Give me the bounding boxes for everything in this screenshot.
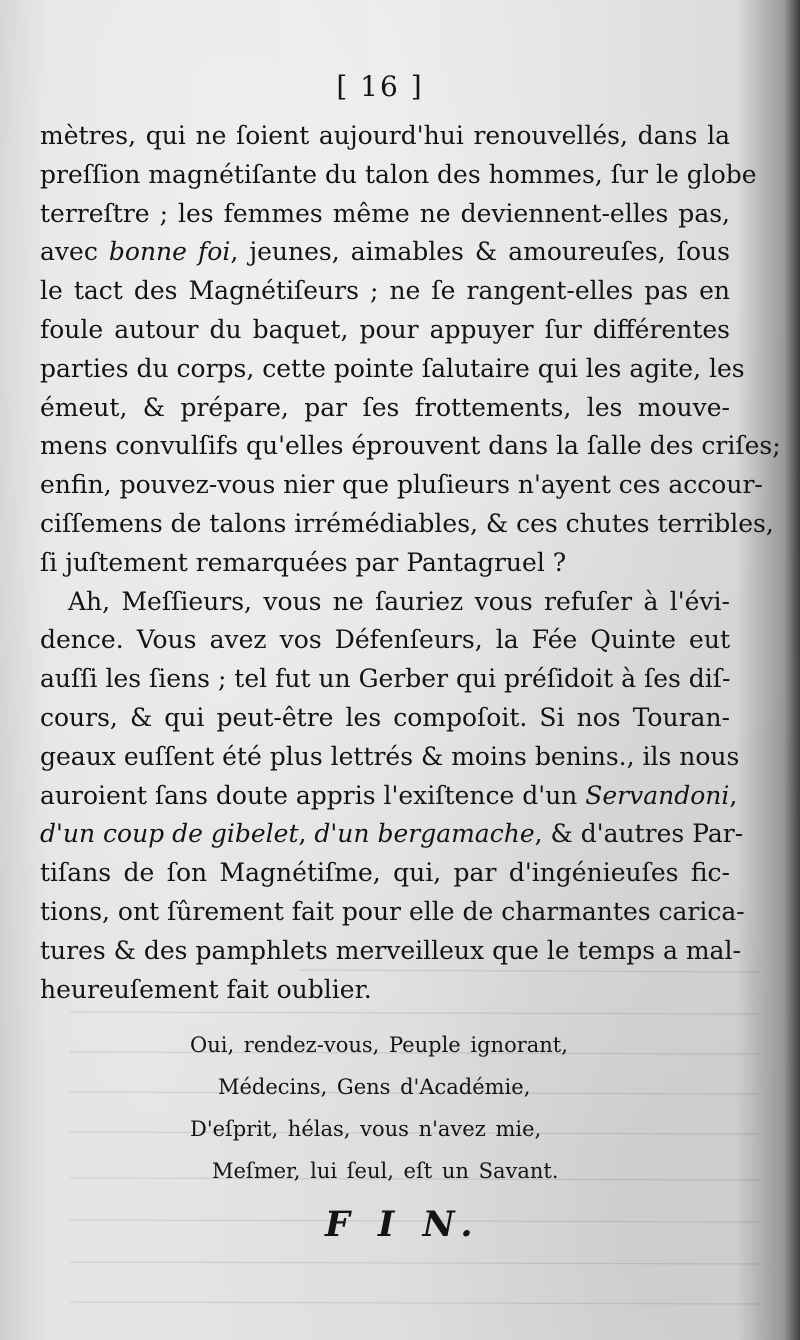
text-fragment: , jeunes, aimables & amoureuſes, ſous (230, 237, 730, 267)
text-line: tiſans de ſon Magnétiſme, qui, par d'ingénieuſes fic- (40, 858, 730, 888)
text-line: mens convulſifs qu'elles éprouvent dans la ſalle des criſes; (40, 431, 781, 461)
text-line: ſi juſtement remarquées par Pantagruel ? (40, 547, 567, 577)
text-fragment: , (729, 780, 738, 810)
text-fragment: , & d'autres Par- (534, 819, 744, 849)
verse-line: Oui, rendez-vous, Peuple ignorant, (190, 1033, 568, 1057)
text-line: Ah, Meſſieurs, vous ne ſauriez vous refuſer à l'évi- (68, 586, 730, 616)
text-line: heureuſement fait oublier. (40, 974, 372, 1004)
text-line: terreſtre ; les femmes même ne deviennent-elles pas, (40, 198, 730, 228)
italic-phrase: Servandoni (585, 780, 730, 810)
text-line: le tact des Magnétiſeurs ; ne ſe rangent-elles pas en (40, 276, 730, 306)
text-line: enfin, pouvez-vous nier que pluſieurs n'ayent ces accour- (40, 470, 763, 500)
text-line-with-italic (40, 233, 730, 272)
closing-verse (0, 1024, 800, 1192)
verse-line: Médecins, Gens d'Académie, (218, 1075, 531, 1099)
text-line: preſſion magnétiſante du talon des hommes, ſur le globe (40, 159, 757, 189)
text-line: mètres, qui ne ſoient aujourd'hui renouvellés, dans la (40, 121, 730, 150)
text-line-with-italic (40, 815, 744, 854)
text-line-with-italic (40, 777, 738, 816)
text-line: auſſi les ſiens ; tel fut un Gerber qui préſidoit à ſes diſ- (40, 664, 731, 694)
verse-line: D'eſprit, hélas, vous n'avez mie, (190, 1117, 542, 1141)
italic-phrase: bonne foi (108, 237, 231, 267)
page-number: [ 16 ] (336, 70, 424, 103)
text-line: tions, ont ſûrement fait pour elle de charmantes carica- (40, 896, 745, 926)
text-line: cours, & qui peut-être les compoſoit. Si nos Touran- (40, 702, 730, 732)
body-text (40, 117, 781, 1009)
text-line: ciſſemens de talons irrémédiables, & ces chutes terribles, (40, 508, 774, 538)
text-line: geaux euſſent été plus lettrés & moins benins., ils nous (40, 741, 740, 771)
text-fragment: auroient ſans doute appris l'exiſtence d'un (40, 780, 586, 810)
italic-phrase: d'un coup de gibelet (40, 819, 299, 849)
text-line: tures & des pamphlets merveilleux que le temps a mal- (40, 935, 741, 965)
text-line: émeut, & prépare, par ſes frottements, les mouve- (40, 392, 730, 422)
text-fragment: avec (40, 237, 109, 267)
text-line: dence. Vous avez vos Défenſeurs, la Fée Quinte eut (40, 625, 730, 655)
finis-mark: F I N. (325, 1204, 481, 1245)
text-fragment: , (298, 819, 315, 849)
verse-line: Meſmer, lui ſeul, eſt un Savant. (212, 1159, 559, 1183)
italic-phrase: d'un bergamache (314, 819, 535, 849)
text-line: parties du corps, cette pointe ſalutaire qui les agite, les (40, 353, 745, 383)
text-line: foule autour du baquet, pour appuyer ſur différentes (40, 314, 730, 344)
